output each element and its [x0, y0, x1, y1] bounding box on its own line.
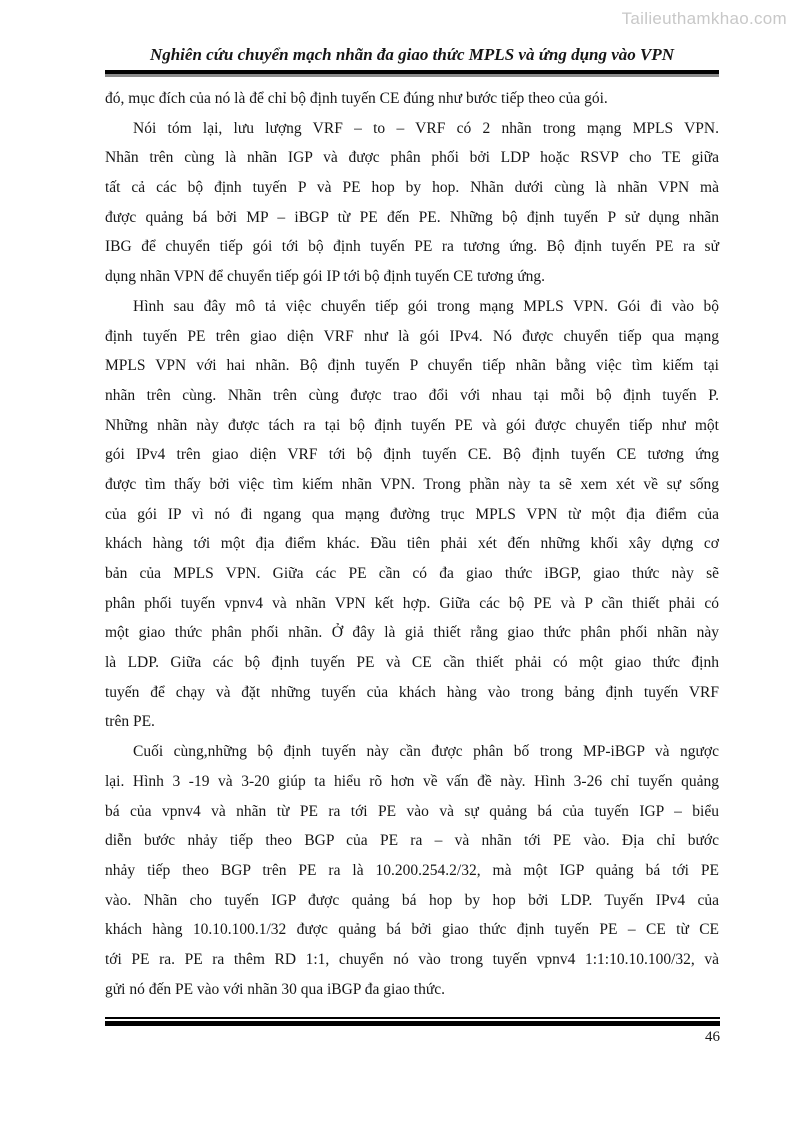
page-number: 46: [705, 1029, 720, 1046]
text-line: bá của vpnv4 và nhãn từ PE ra tới PE vào và sự quảng bá của tuyến IGP – biểu: [105, 802, 719, 820]
text-line: khách hàng 10.10.100.1/32 được quảng bá bởi giao thức định tuyến PE – CE từ CE: [105, 921, 719, 939]
text-line: trên PE.: [105, 713, 155, 731]
text-line: gửi nó đến PE vào với nhãn 30 qua iBGP đa giao thức.: [105, 980, 445, 998]
text-line: phân phối tuyến vpnv4 và nhãn VPN kết hợp. Giữa các bộ PE và P cần thiết phải có: [105, 594, 719, 612]
footer-rule: [105, 1017, 720, 1026]
text-line: Nói tóm lại, lưu lượng VRF – to – VRF có 2 nhãn trong mạng MPLS VPN.: [133, 119, 719, 137]
text-line: nhãn trên cùng. Nhãn trên cùng được trao đổi với nhau tại mỗi bộ định tuyến P.: [105, 386, 719, 404]
body-text: [105, 84, 719, 1004]
text-line: tới PE ra. PE ra thêm RD 1:1, chuyển nó vào trong tuyến vpnv4 1:1:10.10.100/32, và: [105, 950, 719, 968]
text-line: MPLS VPN với hai nhãn. Bộ định tuyến P chuyển tiếp nhãn bằng việc tìm kiếm tại: [105, 357, 719, 375]
text-line: tất cả các bộ định tuyến P và PE hop by hop. Nhãn dưới cùng là nhãn VPN mà: [105, 179, 719, 197]
text-line: gói IPv4 trên giao diện VRF tới bộ định tuyến CE. Bộ định tuyến CE tương ứng: [105, 446, 719, 464]
watermark: Tailieuthamkhao.com: [621, 9, 787, 28]
text-line: Cuối cùng,những bộ định tuyến này cần được phân bố trong MP-iBGP và ngược: [133, 743, 719, 761]
header-rule-gray-bar: [105, 74, 719, 77]
text-line: Những nhãn này được tách ra tại bộ định tuyến PE và gói được chuyển tiếp như một: [105, 416, 719, 434]
text-line: dụng nhãn VPN để chuyển tiếp gói IP tới bộ định tuyến CE tương ứng.: [105, 268, 546, 286]
text-line: được tìm thấy bởi việc tìm kiếm nhãn VPN. Trong phần này ta sẽ xem xét về sự sống: [105, 475, 719, 493]
text-line: diễn bước nhảy tiếp theo BGP của PE ra – và nhãn tới PE vào. Địa chỉ bước: [105, 832, 719, 850]
page-content: [105, 0, 719, 1046]
text-line: khách hàng tới một địa điểm khác. Đầu tiên phải xét đến những khối xây dựng cơ: [105, 535, 719, 553]
text-line: được quảng bá bởi MP – iBGP từ PE đến PE. Những bộ định tuyến P sử dụng nhãn: [105, 208, 719, 226]
text-line: vào. Nhãn cho tuyến IGP được quảng bá hop by hop bởi LDP. Tuyến IPv4 của: [105, 891, 719, 909]
text-line: nhảy tiếp theo BGP trên PE ra là 10.200.254.2/32, mà một IGP quảng bá tới PE: [105, 861, 719, 879]
text-line: của gói IP vì nó đi ngang qua mạng đường trục MPLS VPN từ một địa điểm của: [105, 505, 719, 523]
text-line: IBG để chuyển tiếp gói tới bộ định tuyến PE ra tương ứng. Bộ định tuyến PE ra sử: [105, 238, 719, 256]
text-line: định tuyến PE trên giao diện VRF như là gói IPv4. Nó được chuyển tiếp qua mạng: [105, 327, 719, 345]
text-line: Hình sau đây mô tả việc chuyển tiếp gói trong mạng MPLS VPN. Gói đi vào bộ: [133, 297, 719, 315]
text-line: bản của MPLS VPN. Giữa các PE cần có đa giao thức iBGP, giao thức này sẽ: [105, 565, 719, 582]
footer-rule-thick-bar: [105, 1021, 720, 1026]
page-header-title: Nghiên cứu chuyển mạch nhãn đa giao thức MPLS và ứng dụng vào VPN: [149, 45, 675, 64]
text-line: lại. Hình 3 -19 và 3-20 giúp ta hiểu rõ hơn về vấn đề này. Hình 3-26 chỉ tuyến quảng: [105, 772, 719, 790]
header-rule: [105, 70, 719, 77]
text-line: đó, mục đích của nó là để chỉ bộ định tuyến CE đúng như bước tiếp theo của gói.: [105, 90, 608, 107]
text-line: tuyến để chạy và đặt những tuyến của khách hàng vào trong bảng định tuyến VRF: [105, 683, 719, 701]
text-line: là LDP. Giữa các bộ định tuyến PE và CE cần thiết phải có một giao thức định: [105, 654, 719, 672]
text-line: một giao thức phân phối nhãn. Ở đây là giả thiết rằng giao thức phân phối nhãn này: [105, 624, 719, 642]
text-line: Nhãn trên cùng là nhãn IGP và được phân phối bởi LDP hoặc RSVP cho TE giữa: [105, 149, 719, 167]
